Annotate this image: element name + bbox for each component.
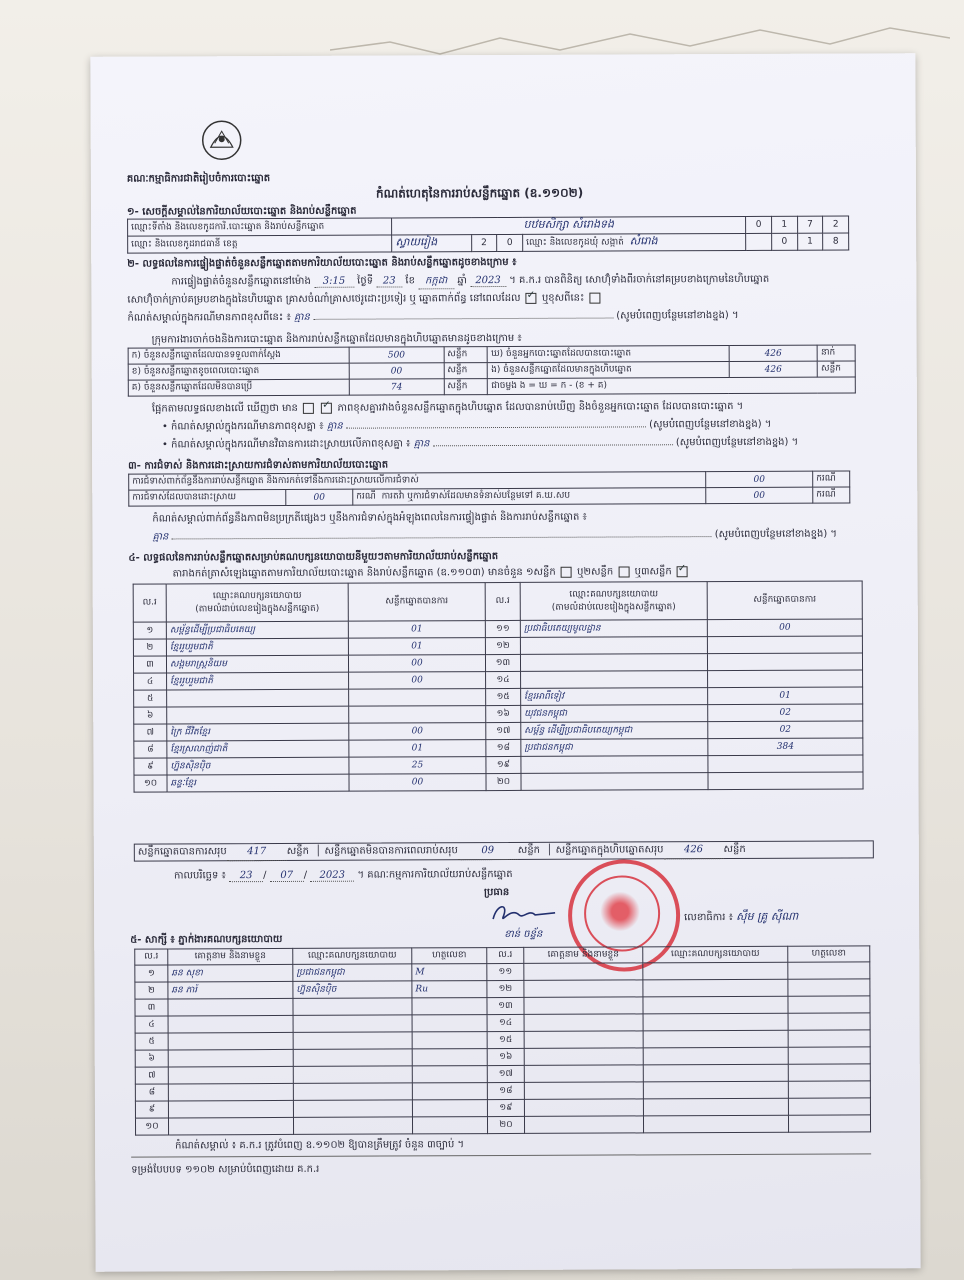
vote-no-r: ១៩ — [486, 756, 521, 773]
witness-no-r: ១៤ — [487, 1014, 524, 1031]
note2-hint: (សូមបំពេញបន្ថែមនៅខាងខ្នង) ។ — [649, 418, 772, 431]
witness-header-party: ឈ្មោះគណបក្សនយោបាយ — [293, 948, 412, 965]
location-label: ឈ្មោះទីតាំង និងលេខកូដការិ.បោះឆ្នោត និងរាប់សន្លឹកឆ្នោត — [128, 218, 392, 236]
witness-sign — [412, 998, 487, 1015]
witness-no: ៨ — [135, 1084, 168, 1101]
vote-no: ៧ — [134, 724, 167, 741]
witness-sign-r — [788, 1081, 870, 1098]
province-label: ឈ្មោះ និងលេខកូដរាជធានី ខេត្ត — [128, 235, 392, 253]
election-form-sheet — [90, 53, 920, 1272]
vote-count: 01 — [349, 740, 486, 758]
witness-party-r — [643, 1030, 788, 1048]
objection-r2-unit: ករណី — [356, 491, 376, 502]
count-c-label: គ) ចំនួនសន្លឹកឆ្នោតដែលមិនបានប្រើ — [128, 379, 349, 396]
witness-name-r — [524, 997, 643, 1015]
objection-note-line — [152, 526, 862, 544]
count-d-unit: នាក់ — [817, 345, 855, 361]
witness-sign — [412, 1032, 487, 1049]
witness-no-r: ១៧ — [487, 1065, 524, 1082]
vote-no: ៥ — [134, 690, 167, 707]
witness-party-r — [643, 1047, 788, 1065]
witness-party-r — [643, 1081, 788, 1099]
witness-no: ៩ — [135, 1101, 168, 1118]
condition-yes-checkbox[interactable] — [303, 402, 314, 413]
vote-party: ខ្មែរស្រលាញ់ជាតិ — [167, 740, 349, 758]
objection-note-value: គ្មាន — [152, 531, 169, 543]
secretary-name: ស៊ឹម គ្រូ ស៊ីណា — [736, 909, 799, 923]
witness-sign: M — [412, 964, 487, 981]
total-invalid-unit: សន្លឹក — [517, 844, 541, 856]
note1-dots — [313, 318, 613, 320]
witness-name — [168, 1032, 293, 1050]
witness-sign-r — [788, 1064, 870, 1081]
sheet-2-text: ឬ២សន្លឹក — [577, 566, 614, 578]
witness-sign-r — [788, 1115, 870, 1132]
witness-no: ៧ — [135, 1067, 168, 1084]
note2-value: គ្មាន — [326, 420, 343, 432]
witness-party-r — [643, 1064, 788, 1082]
witness-sign — [412, 1015, 487, 1032]
commune-code-2: 1 — [797, 233, 823, 250]
note1-hint: (សូមបំពេញបន្ថែមនៅខាងខ្នង) ។ — [616, 309, 739, 322]
objection-r2-value: 00 — [286, 489, 353, 505]
vote-no: ២ — [133, 639, 166, 656]
footer-rule — [131, 1153, 871, 1157]
commune-code-blank — [746, 233, 772, 250]
note3-line — [162, 434, 862, 452]
count-b-label: ខ) ចំនួនសន្លឹកឆ្នោតខូចពេលបោះឆ្នោត — [128, 363, 349, 380]
witness-name — [168, 1100, 293, 1118]
witness-name-r — [524, 1031, 643, 1049]
verify-text-d: ឆ្នាំ — [457, 275, 467, 287]
vote-party — [167, 706, 349, 724]
vote-no-r: ១២ — [485, 637, 520, 654]
date-year: 2023 — [310, 870, 354, 882]
total-valid-unit: សន្លឹក — [286, 845, 309, 857]
witness-sign-r — [788, 1030, 870, 1047]
votes-header-party-name-r: ឈ្មោះគណបក្សនយោបាយ — [569, 588, 659, 600]
witness-no-r: ១៨ — [487, 1082, 524, 1099]
vote-party-r: ប្រជាធិបតេយ្យមូលដ្ឋាន — [520, 620, 707, 638]
total-valid-value: 417 — [227, 844, 287, 861]
witness-name-r — [524, 980, 643, 998]
sheet-3-text: ឬ៣សន្លឹក — [634, 566, 672, 578]
vote-party: ហ្វ៊ុនស៊ិនប៉ិច — [167, 757, 349, 775]
form-title: កំណត់ហេតុនៃការរាប់សន្លឹកឆ្នោត (ឧ.១១០២) — [375, 185, 584, 201]
witness-name — [168, 1083, 293, 1101]
sheet-1-checkbox[interactable] — [561, 566, 572, 577]
condition-text-b: ភាពខុសគ្នារវាងចំនួនសន្លឹកឆ្នោតក្នុងហិបឆ្នោត ដែលបានរាប់ឃើញ និងចំនួនអ្នកបោះឆ្នោត ដែលបានបោះឆ្នោត ។ — [337, 400, 744, 414]
vote-party — [167, 689, 349, 707]
objection-r2b-value: 00 — [706, 487, 813, 503]
witness-party — [293, 1032, 412, 1050]
vote-party: ខ្មែររួបរួមជាតិ — [167, 672, 349, 690]
vote-party: ខ្មែររួបរួមជាតិ — [166, 638, 348, 656]
note2-line — [162, 416, 862, 434]
witness-header-sign: ហត្ថលេខា — [412, 948, 487, 964]
vote-party: ក្រៃ ជីវិតខ្មែរ — [167, 723, 349, 741]
vote-count — [349, 706, 486, 724]
witness-party: ហ្វ៊ុនស៊ិនប៉ិច — [293, 981, 412, 999]
commune-label: ឈ្មោះ និងលេខកូដឃុំ សង្កាត់ — [526, 237, 624, 248]
vote-no-r: ១៧ — [486, 722, 521, 739]
verify-year: 2023 — [470, 275, 506, 287]
witness-header-no-r: ល.រ — [487, 947, 524, 963]
vote-no-r: ១៨ — [486, 739, 521, 756]
vote-no-r: ១៥ — [486, 688, 521, 705]
province-code-2: 0 — [497, 234, 523, 251]
vote-party: ឆន្ទៈខ្មែរ — [167, 774, 349, 792]
witness-name-r — [524, 1065, 643, 1083]
count-a-label: ក) ចំនួនសន្លឹកឆ្នោតដែលបានទទួលពាក់ស្ដែង — [128, 347, 349, 364]
witness-party — [293, 1049, 412, 1067]
vote-count: 00 — [348, 655, 485, 673]
witness-party-r — [643, 1098, 788, 1116]
votes-header-votes: សន្លឹកឆ្នោតបានការ — [348, 583, 485, 622]
vote-count-r: 384 — [708, 738, 863, 756]
witness-name — [168, 1117, 293, 1135]
province-value: ស្វាយរៀង — [392, 235, 471, 252]
vote-no-r: ១១ — [485, 620, 520, 637]
witness-name — [168, 1049, 293, 1067]
commune-value: សំរោង — [629, 234, 658, 248]
vote-party-r: យុវជនកម្ពុជា — [521, 705, 708, 723]
witness-sign — [412, 1100, 487, 1117]
votes-header-party — [166, 583, 348, 622]
votes-header-votes-r: សន្លឹកឆ្នោតបានការ — [707, 581, 862, 620]
commune-code-1: 0 — [771, 233, 797, 250]
count-b-unit: សន្លឹក — [444, 363, 488, 379]
witness-party-r — [643, 1115, 788, 1133]
org-name: គណៈកម្មាធិការជាតិរៀបចំការបោះឆ្នោត — [126, 173, 271, 185]
note1-label: កំណត់សម្គាល់ក្នុងករណីមានភាពខុសពីនេះ ៖ — [127, 311, 291, 324]
votes-header-party-r — [520, 582, 707, 621]
vote-count-r: 00 — [707, 619, 862, 637]
date-tail: ។ គណៈកម្មការការិយាល័យរាប់សន្លឹកឆ្នោត — [357, 868, 513, 881]
witness-no-r: ១២ — [487, 980, 524, 997]
witness-name-r — [524, 1048, 643, 1066]
seal-alt-text: ឬខុសពីនេះ — [541, 292, 585, 304]
condition-text-a: ផ្អែកតាមលទ្ធផលខាងលើ ឃើញថា មាន — [151, 402, 298, 415]
witness-name-r — [524, 1099, 643, 1117]
objection-r2b-label-cell — [353, 488, 706, 506]
location-code-2: 1 — [771, 216, 797, 233]
votes-header-party-order-r: (តាមលំដាប់លេខរៀងក្នុងសន្លឹកឆ្នោត) — [551, 601, 676, 613]
total-box-unit: សន្លឹក — [723, 843, 746, 856]
objection-r2b-unit: ករណី — [813, 487, 850, 503]
vote-no-r: ១៤ — [486, 671, 521, 688]
total-invalid-value: 09 — [458, 843, 518, 860]
vote-party-r: ខ្មែរអាពឹទៀវ — [521, 688, 708, 706]
witness-no: ២ — [135, 982, 168, 999]
vote-no: ៨ — [134, 741, 167, 758]
verify-time: 3:15 — [314, 276, 354, 288]
objection-r2b-label: ការតវ៉ា ឬការជំទាស់ដែលមានទំនាស់បន្ថែមទៅ គ.ឃ.សប — [381, 490, 571, 502]
vote-no: ១ — [133, 622, 166, 639]
note3-dots — [433, 444, 673, 446]
witness-sign — [412, 1066, 487, 1083]
witness-no: ៦ — [135, 1050, 168, 1067]
commune-code-3: 8 — [823, 233, 849, 250]
secretary-line — [684, 910, 798, 926]
count-table — [128, 344, 856, 396]
count-d-value: 426 — [729, 345, 818, 361]
votes-table — [133, 580, 864, 792]
footer-text: ទម្រង់បែបបទ ១១០២ សម្រាប់បំពេញដោយ គ.ក.រ — [131, 1163, 320, 1176]
witness-sign-r — [788, 1098, 870, 1115]
witness-party — [293, 998, 412, 1016]
count-a-value: 500 — [349, 347, 444, 363]
vote-party: សម្ព័ន្ធដើម្បីប្រជាធិបតេយ្យ — [166, 621, 348, 639]
section5-heading: ៥- សាក្សី ៖ ភ្នាក់ងារគណបក្សនយោបាយ — [130, 933, 283, 946]
witness-party — [293, 1100, 412, 1118]
chair-signature-icon — [489, 901, 559, 927]
count-e-value: 426 — [729, 361, 818, 377]
witness-no-r: ១៩ — [487, 1099, 524, 1116]
location-code-1: 0 — [746, 216, 772, 233]
commune-label-cell — [523, 233, 746, 251]
witness-party-r — [643, 962, 788, 980]
count-a-unit: សន្លឹក — [444, 347, 488, 363]
witness-name: ឆន សុខា — [168, 964, 293, 982]
location-value: បឋមសិក្សា សំរោងទង — [392, 216, 746, 235]
verify-text-b: ថ្ងៃទី — [357, 275, 374, 287]
witness-name-r — [524, 1014, 643, 1032]
votes-row — [134, 772, 863, 792]
sheet-count-text: តារាងកត់ត្រាសំឡេងឆ្នោតតាមការិយាល័យបោះឆ្នោត និងរាប់សន្លឹកឆ្នោត (ឧ.១១០៣) មានចំនួន ១សន្លឹក — [172, 566, 556, 580]
witness-name — [168, 1015, 293, 1033]
total-box-label: សន្លឹកឆ្នោតក្នុងហិបឆ្នោតសរុប — [555, 844, 664, 856]
vote-no: ៩ — [134, 758, 167, 775]
vote-party-r — [521, 671, 708, 689]
vote-count-r: 01 — [708, 687, 863, 705]
vote-count-r: 02 — [708, 704, 863, 722]
verify-day: 23 — [376, 275, 402, 287]
vote-party: សង្គមរាស្ត្រនិយម — [166, 655, 348, 673]
witness-name — [168, 998, 293, 1016]
condition-no-checkbox[interactable] — [321, 402, 332, 413]
witness-no-r: ១១ — [487, 963, 524, 980]
objection-table — [128, 470, 850, 506]
vote-count-r: 02 — [708, 721, 863, 739]
vote-no: ៣ — [133, 656, 166, 673]
votes-totals: សន្លឹកឆ្នោតបានការសរុប 417 សន្លឹក │ សន្លឹកឆ្នោតមិនបានការពេលរាប់សរុប 09 សន្លឹក │ សន្លឹកឆ្នោតក្នុងហិបឆ្នោតសរុប 426 សន្លឹក — [134, 840, 874, 861]
chair-title: ប្រធាន — [483, 886, 510, 899]
chair-name: ខាន់ ចន្ទ័ន — [504, 928, 543, 941]
objection-note: កំណត់សម្គាល់ពាក់ព័ន្ធនឹងភាពមិនប្រក្រតីផ្សេងៗ ឬនឹងការជំទាស់ក្នុងអំឡុងពេលនៃការផ្ទៀងផ្ទាត់ និងការរាប់សន្លឹកឆ្នោត ៖ — [152, 511, 587, 525]
vote-no: ១០ — [134, 775, 167, 792]
objection-r1-unit: ករណី — [813, 471, 850, 487]
witness-name-r — [524, 1116, 643, 1134]
verify-month: កក្កដា — [418, 273, 454, 289]
count-c-unit: សន្លឹក — [444, 379, 488, 395]
witness-no-r: ១៣ — [487, 997, 524, 1014]
count-e-unit: សន្លឹក — [817, 361, 855, 377]
witness-table — [134, 945, 871, 1135]
witness-no: ១០ — [135, 1118, 168, 1135]
verify-text-a: ការផ្ទៀងផ្ទាត់ចំនួនសន្លឹកឆ្នោតនៅម៉ោង — [171, 275, 311, 288]
witness-name: ឆន ភារ៉ — [168, 981, 293, 999]
note1-line — [127, 307, 879, 325]
count-intro: ក្រុមការងារចាក់ចងនិងការបោះឆ្នោត និងការរាប់សន្លឹកឆ្នោតដែលមានក្នុងហិបឆ្នោតមានដូចខាងក្រោម ៖ — [151, 332, 522, 346]
province-code-1: 2 — [471, 235, 497, 252]
date-label: កាលបរិច្ឆេទ ៖ — [173, 870, 226, 882]
vote-no-r: ១៦ — [486, 705, 521, 722]
emblem-icon — [201, 119, 243, 161]
witness-party — [293, 1015, 412, 1033]
witness-no: ៣ — [135, 999, 168, 1016]
total-box-value: 426 — [663, 842, 723, 859]
witness-sign-r — [788, 1047, 870, 1064]
sheet-3-checkbox[interactable] — [677, 566, 688, 577]
witness-no-r: ១៦ — [487, 1048, 524, 1065]
witness-no-r: ២០ — [487, 1116, 524, 1133]
witness-sign-r — [788, 996, 870, 1013]
date-line: កាលបរិច្ឆេទ ៖ 23 / 07 / 2023 ។ គណៈកម្មការការិយាល័យរាប់សន្លឹកឆ្នោត — [173, 868, 513, 882]
vote-count: 01 — [348, 638, 485, 656]
count-b-value: 00 — [349, 363, 444, 379]
witness-row — [135, 1115, 870, 1135]
votes-header-party-order: (តាមលំដាប់លេខរៀងក្នុងសន្លឹកឆ្នោត) — [195, 603, 320, 614]
total-invalid-label: សន្លឹកឆ្នោតមិនបានការពេលរាប់សរុប — [324, 845, 458, 857]
location-code-4: 2 — [823, 216, 849, 233]
vote-party-r — [520, 637, 707, 655]
count-e-label: ង) ចំនួនសន្លឹកឆ្នោតដែលមានក្នុងហិបឆ្នោត — [488, 362, 729, 379]
witness-party — [293, 1117, 412, 1135]
votes-header-no-r: ល.រ — [485, 582, 520, 620]
witness-header-name: គោត្តនាម និងនាមខ្លួន — [168, 948, 293, 965]
vote-count: 00 — [349, 672, 486, 690]
verify-time-line — [171, 272, 769, 291]
condition-line — [152, 399, 743, 417]
date-day: 23 — [229, 870, 263, 882]
section4-heading: ៤- លទ្ធផលនៃការរាប់សន្លឹកឆ្នោតសម្រាប់គណបក្សនយោបាយនីមួយៗតាមការិយាល័យរាប់សន្លឹកឆ្នោត — [128, 551, 499, 564]
vote-party-r: ប្រជាជនកម្ពុជា — [521, 739, 708, 757]
seal-line — [127, 291, 602, 308]
witness-name-r — [524, 1082, 643, 1100]
vote-count-r — [707, 653, 862, 671]
witness-party-r — [643, 1013, 788, 1031]
witness-sign — [412, 1117, 487, 1134]
witness-header-name-r: គោត្តនាម និងនាមខ្លួន — [524, 947, 643, 964]
vote-count-r — [707, 636, 862, 654]
witness-no-r: ១៥ — [487, 1031, 524, 1048]
witness-party-r — [643, 996, 788, 1014]
witness-sign-r — [788, 1013, 870, 1030]
witness-no: ១ — [135, 965, 168, 982]
section2-heading: ២- លទ្ធផលនៃការផ្ទៀងផ្ទាត់ចំនួនសន្លឹកឆ្នោតតាមការិយាល័យបោះឆ្នោត និងរាប់សន្លឹកឆ្នោតដូចខាងក្រោម ៖ — [127, 256, 517, 270]
location-code-3: 7 — [797, 216, 823, 233]
witness-sign — [412, 1049, 487, 1066]
vote-no-r: ១៣ — [485, 654, 520, 671]
vote-party-r — [521, 756, 708, 774]
total-valid-label: សន្លឹកឆ្នោតបានការសរុប — [137, 846, 227, 858]
vote-no: ៦ — [134, 707, 167, 724]
vote-count: 25 — [349, 757, 486, 775]
votes-header-party-name: ឈ្មោះគណបក្សនយោបាយ — [212, 590, 302, 601]
count-d-label: ឃ) ចំនួនអ្នកបោះឆ្នោតដែលបានបោះឆ្នោត — [488, 346, 729, 363]
vote-party-r — [521, 773, 708, 791]
witness-name-r — [524, 963, 643, 981]
witness-sign: Ru — [412, 981, 487, 998]
witness-sign — [412, 1083, 487, 1100]
verify-text-c: ខែ — [405, 275, 415, 287]
seal-text: សោហ៊ុំចាក់ក្រាប់គម្របខាងក្នុងនៃហិបឆ្នោត គ្រាសចំណាំគ្រាសថេរូដោះប្រទៀរ ឬ ឆ្នោតពាក់ព័ន្ធ នៅពេលដែល — [127, 292, 521, 306]
vote-count: 00 — [349, 723, 486, 741]
note2-label: • កំណត់សម្គាល់ក្នុងករណីមានភាពខុសគ្នា ៖ — [161, 420, 324, 433]
witness-party: ប្រជាជនកម្ពុជា — [293, 964, 412, 982]
witness-header-party-r: ឈ្មោះគណបក្សនយោបាយ — [643, 946, 788, 963]
date-month: 07 — [270, 870, 304, 882]
vote-count — [349, 689, 486, 707]
objection-note-hint: (សូមបំពេញបន្ថែមនៅខាងខ្នង) ។ — [714, 528, 838, 541]
witness-no: ៥ — [135, 1033, 168, 1050]
seal-alt-checkbox[interactable] — [590, 292, 601, 303]
witness-note: កំណត់សម្គាល់ ៖ គ.ក.រ ត្រូវបំពេញ ឧ.១១០២ ឱ្យបានត្រឹមត្រូវ ចំនួន ៣ច្បាប់ ។ — [175, 1139, 465, 1152]
witness-header-no: ល.រ — [135, 949, 168, 965]
witness-sign-r — [788, 979, 870, 996]
section1-heading: ១- សេចក្ដីសម្គាល់នៃការិយាល័យបោះឆ្នោត និងរាប់សន្លឹកឆ្នោត — [127, 205, 357, 218]
objection-r1-label: ការជំទាស់ពាក់ព័ន្ធនឹងការរាប់សន្លឹកឆ្នោត និងការកត់ទៅនឹងការដោះស្រាយលើការជំទាស់ — [129, 472, 706, 491]
vote-count-r — [708, 755, 863, 773]
witness-party-r — [643, 979, 788, 997]
note3-hint: (សូមបំពេញបន្ថែមនៅខាងខ្នង) ។ — [675, 436, 799, 449]
note1-value: គ្មាន — [293, 311, 310, 323]
section1-table — [127, 215, 849, 253]
sheet-count-line — [173, 564, 690, 581]
vote-no-r: ២០ — [486, 773, 521, 790]
section3-heading: ៣- ការជំទាស់ និងការដោះស្រាយការជំទាស់តាមការិយាល័យបោះឆ្នោត — [128, 459, 389, 472]
note3-value: គ្មាន — [413, 438, 430, 450]
vote-count-r — [708, 772, 863, 790]
objection-r1-value: 00 — [706, 471, 813, 487]
note2-dots — [346, 426, 646, 428]
verify-text-e: ។ គ.ក.រ បានពិនិត្យ សោហ៊ុំទាំងពីរចាក់នៅគម្របខាងក្រោមនៃហិបឆ្នោត — [509, 273, 770, 286]
votes-header-no: ល.រ — [133, 584, 166, 622]
witness-no: ៤ — [135, 1016, 168, 1033]
count-c-value: 74 — [349, 379, 444, 395]
sheet-2-checkbox[interactable] — [618, 566, 629, 577]
vote-count-r — [708, 670, 863, 688]
vote-count: 01 — [348, 621, 485, 639]
seal-ok-checkbox[interactable] — [526, 292, 537, 303]
witness-party — [293, 1083, 412, 1101]
witness-header-sign-r: ហត្ថលេខា — [788, 946, 870, 962]
secretary-label: លេខាធិការ ៖ — [684, 912, 733, 924]
objection-note-dots — [172, 536, 712, 539]
witness-sign-r — [788, 962, 870, 979]
witness-party — [293, 1066, 412, 1084]
witness-name — [168, 1066, 293, 1084]
objection-r2-label: ការជំទាស់ដែលបានដោះស្រាយ — [129, 489, 286, 506]
count-formula: ជាចម្លង ង = ឃ = ក - (ខ + គ) — [488, 377, 856, 395]
vote-count: 00 — [349, 774, 486, 792]
vote-party-r: សម្ព័ន្ធ ដើម្បីប្រជាធិបតេយ្យកម្ពុជា — [521, 722, 708, 740]
note3-label: • កំណត់សម្គាល់ក្នុងករណីមានវិធានការដោះស្រាយលើភាពខុសគ្នា ៖ — [162, 438, 411, 451]
vote-party-r — [520, 654, 707, 672]
vote-no: ៤ — [134, 673, 167, 690]
